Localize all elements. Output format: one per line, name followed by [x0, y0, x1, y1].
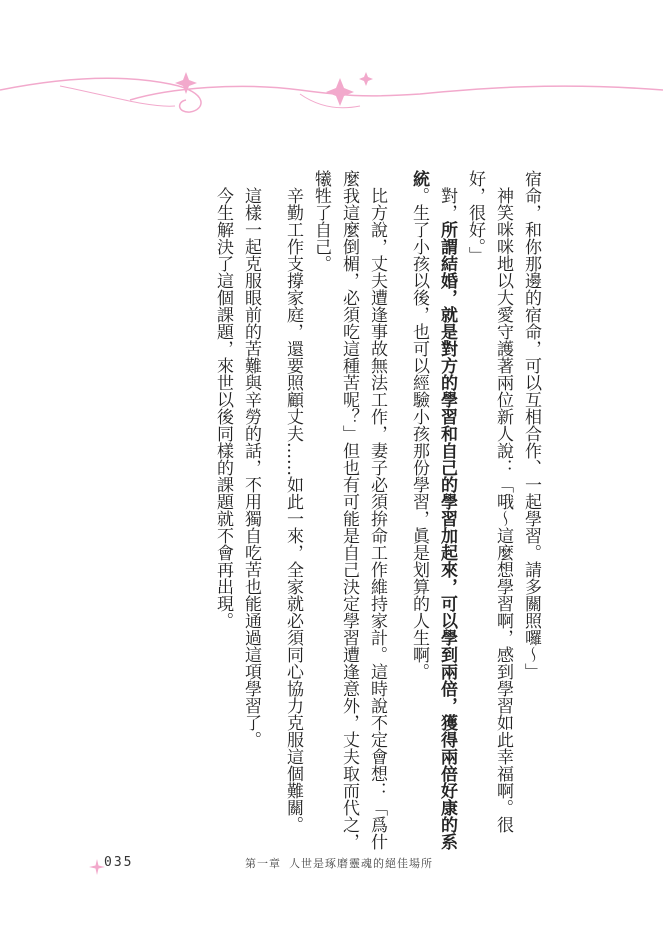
decorative-swirl-ornament [0, 60, 663, 150]
body-text [209, 170, 545, 850]
emphasis-text: 所謂結婚，就是對方的學習和自己的學習加起來，可以學到兩倍，獲得兩倍好康的系統 [409, 170, 457, 850]
page-number: 035 [104, 855, 134, 870]
paragraph: 對，所謂結婚，就是對方的學習和自己的學習加起來，可以學到兩倍，獲得兩倍好康的系統。生了小孩以後，也可以經驗小孩那份學習，眞是划算的人生啊。 [409, 170, 457, 850]
chapter-title: 人世是琢磨靈魂的絕佳場所 [289, 857, 433, 870]
swirl-line-lower [60, 86, 360, 108]
paragraph: 今生解決了這個課題，來世以後同樣的課題就不會再出現。 [213, 187, 233, 629]
paragraph: 宿命，和你那邊的宿命，可以互相合作、一起學習。請多關照囉～」 [521, 170, 541, 680]
paragraph: 這樣一起克服眼前的苦難與辛勞的話，不用獨自吃苦也能通過這項學習了。 [241, 187, 261, 748]
running-header [245, 855, 441, 871]
paragraph: 辛勤工作支撐家庭，還要照顧丈夫……如此一來，全家就必須同心協力克服這個難關。 [283, 187, 303, 833]
paragraph: 比方說，丈夫遭逢事故無法工作，妻子必須拚命工作維持家計。這時說不定會想：「爲什麼我這麼倒楣，必須吃這種苦呢？」但也有可能是自己決定學習遭逢意外，丈夫取而代之，犧牲了自己。 [311, 170, 387, 850]
sparkle-icon [175, 72, 373, 106]
chapter-label: 第一章 [245, 857, 281, 870]
paragraph: 神笑咪咪地以大愛守護著兩位新人說：「哦～這麼想學習啊，感到學習如此幸福啊。很好，很好。」 [465, 170, 513, 833]
